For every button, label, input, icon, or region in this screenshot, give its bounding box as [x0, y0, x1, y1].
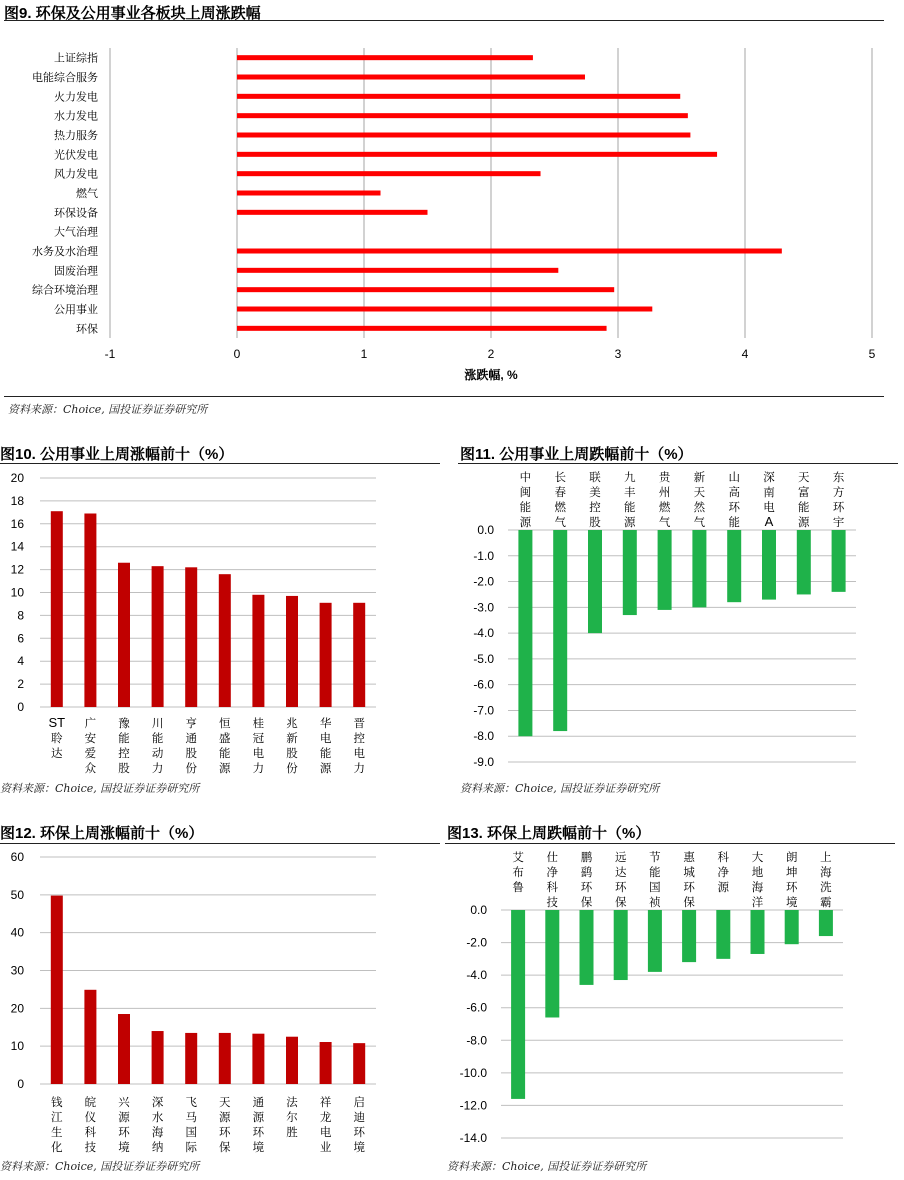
fig12-category-label: 祥龙电业	[319, 1097, 332, 1154]
fig9-category-label: 水务及水治理	[32, 246, 98, 258]
fig12-category-label: 钱江生化	[51, 1097, 63, 1154]
fig10-bar	[51, 511, 63, 707]
fig13-bar	[545, 910, 559, 1017]
fig9-category-label: 火力发电	[54, 91, 98, 104]
fig12-category-label: 法尔胜	[286, 1097, 298, 1139]
fig10-y-tick-label: 18	[10, 493, 24, 508]
fig12-bar	[152, 1031, 164, 1084]
fig10-bar	[118, 563, 130, 707]
fig10-y-tick-label: 8	[17, 608, 24, 623]
fig13-category-label: 大地海洋	[751, 852, 764, 909]
fig12-bar	[286, 1037, 298, 1084]
fig11-bar	[762, 530, 776, 600]
fig13-bar	[819, 910, 833, 936]
fig11-bar	[797, 530, 811, 594]
fig9-category-label: 燃气	[76, 188, 98, 200]
fig10-bar	[185, 567, 197, 707]
fig12-y-tick-label: 40	[10, 925, 24, 940]
fig9-bar	[237, 55, 533, 60]
fig12-category-label: 飞马国际	[185, 1097, 197, 1154]
fig13-y-tick-label: -8.0	[466, 1033, 487, 1048]
fig9-x-axis-label: 涨跌幅, %	[464, 368, 518, 382]
fig12-category-label: 天源环保	[219, 1097, 231, 1154]
fig10-category-label: 豫能控股	[118, 718, 130, 775]
fig9-category-label: 风力发电	[54, 168, 98, 181]
fig10-bar	[353, 603, 365, 707]
fig9-x-tick-label: 5	[868, 347, 876, 361]
fig13-category-label: 鹏鹞环保	[580, 852, 593, 909]
fig9-bar	[237, 75, 585, 80]
fig11-bar	[588, 530, 602, 633]
fig11-y-tick-label: -2.0	[473, 574, 494, 589]
fig11-category-label: 东方环宇	[832, 472, 845, 529]
fig12-y-tick-label: 30	[10, 963, 24, 978]
fig12-bar	[219, 1033, 231, 1084]
fig10-bar	[219, 574, 231, 707]
fig11-y-tick-label: -6.0	[473, 677, 494, 692]
fig11-category-label: 天富能源	[798, 472, 810, 529]
fig9-x-tick-label: 4	[741, 347, 749, 361]
fig10-y-tick-label: 4	[17, 654, 24, 669]
fig12-bar	[353, 1043, 365, 1084]
fig12-y-tick-label: 60	[10, 850, 24, 864]
fig11-y-tick-label: -5.0	[473, 651, 494, 666]
fig9-source-rule	[4, 396, 884, 397]
fig9-source: 资料来源：Choice, 国投证券证券研究所	[8, 403, 208, 416]
fig9-category-label: 环保	[76, 323, 98, 336]
fig13-bar	[716, 910, 730, 959]
fig9-bar	[237, 191, 381, 196]
fig13-y-tick-label: -12.0	[459, 1098, 487, 1113]
fig10-y-tick-label: 14	[10, 539, 24, 554]
fig11-y-tick-label: -3.0	[473, 600, 494, 615]
fig12-bar	[320, 1042, 332, 1084]
fig11-chart	[458, 460, 903, 780]
fig11-category-label: 新天然气	[693, 472, 706, 529]
fig12-y-tick-label: 20	[10, 1001, 24, 1016]
fig11-category-label: 九丰能源	[624, 472, 636, 529]
fig9-title: 图9. 环保及公用事业各板块上周涨跌幅	[4, 5, 261, 22]
fig10-y-tick-label: 20	[10, 471, 24, 485]
fig13-source: 资料来源：Choice, 国投证券证券研究所	[447, 1160, 647, 1173]
fig9-category-label: 固废治理	[54, 265, 98, 278]
fig11-bar	[727, 530, 741, 602]
fig10-bar	[152, 566, 164, 707]
fig9-x-tick-label: 1	[360, 347, 368, 361]
fig9-category-label: 电能综合服务	[32, 72, 98, 84]
fig10-category-label: 川能动力	[151, 718, 164, 775]
fig13-y-tick-label: -4.0	[466, 968, 487, 983]
fig13-category-label: 仕净科技	[546, 852, 559, 909]
fig13-y-tick-label: 0.0	[470, 903, 487, 917]
fig9-bar	[237, 268, 558, 273]
fig12-category-label: 深水海纳	[151, 1097, 164, 1154]
fig9-category-label: 综合环境治理	[32, 284, 98, 297]
fig13-category-label: 朗坤环境	[785, 852, 798, 909]
fig9-bar	[237, 249, 782, 254]
fig13-y-tick-label: -2.0	[466, 935, 487, 950]
fig13-y-tick-label: -14.0	[459, 1131, 487, 1145]
fig13-category-label: 科净源	[717, 852, 730, 894]
fig9-category-label: 热力服务	[54, 130, 98, 142]
fig12-title: 图12. 环保上周涨幅前十（%）	[0, 825, 204, 842]
fig12-y-tick-label: 50	[10, 887, 24, 902]
fig12-y-tick-label: 10	[10, 1039, 24, 1054]
fig11-bar	[518, 530, 532, 736]
fig9-x-tick-label: 3	[614, 347, 622, 361]
fig13-title: 图13. 环保上周跌幅前十（%）	[447, 825, 651, 842]
fig10-y-tick-label: 10	[10, 585, 24, 600]
fig10-bar	[286, 596, 298, 707]
fig11-source: 资料来源：Choice, 国投证券证券研究所	[460, 782, 660, 795]
fig9-bar	[237, 113, 688, 118]
fig13-chart	[445, 840, 900, 1155]
fig9-category-label: 水力发电	[54, 110, 98, 123]
fig12-bar	[51, 896, 63, 1084]
fig9-bar	[237, 171, 541, 176]
fig9-category-label: 上证综指	[54, 52, 98, 65]
fig13-bar	[785, 910, 799, 944]
fig12-chart	[0, 840, 445, 1155]
fig12-category-label: 兴源环境	[118, 1097, 130, 1154]
fig13-y-tick-label: -6.0	[466, 1000, 487, 1015]
fig11-bar	[832, 530, 846, 592]
fig9-bar	[237, 326, 607, 331]
fig13-bar	[751, 910, 765, 954]
fig10-source: 资料来源：Choice, 国投证券证券研究所	[0, 782, 200, 795]
fig11-y-tick-label: -4.0	[473, 626, 494, 641]
fig10-category-label: 兆新股份	[286, 718, 298, 775]
fig13-bar	[580, 910, 594, 985]
fig11-y-tick-label: 0.0	[477, 523, 494, 537]
fig9-bar	[237, 287, 614, 292]
fig13-category-label: 远达环保	[614, 852, 627, 909]
fig12-bar	[118, 1014, 130, 1084]
fig9-x-tick-label: 2	[487, 347, 495, 361]
fig9-category-label: 光伏发电	[54, 149, 98, 162]
fig11-bar	[623, 530, 637, 615]
fig10-category-label: 桂冠电力	[252, 718, 265, 775]
fig10-category-label: 广安爱众	[84, 718, 97, 775]
fig9-bar	[237, 307, 652, 312]
fig10-category-label: 恒盛能源	[219, 718, 231, 775]
fig10-y-tick-label: 2	[17, 677, 24, 692]
fig10-y-tick-label: 12	[10, 562, 24, 577]
fig11-bar	[658, 530, 672, 610]
fig12-bar	[185, 1033, 197, 1084]
fig13-bar	[648, 910, 662, 972]
fig11-category-label: 联美控股	[589, 472, 601, 529]
fig10-title: 图10. 公用事业上周涨幅前十（%）	[0, 446, 234, 463]
fig10-bar	[320, 603, 332, 707]
fig12-source: 资料来源：Choice, 国投证券证券研究所	[0, 1160, 200, 1173]
fig9-bar	[237, 133, 690, 138]
fig10-chart	[0, 460, 445, 780]
fig9-x-tick-label: -1	[104, 347, 116, 361]
fig13-bar	[511, 910, 525, 1099]
fig11-category-label: 山高环能	[728, 472, 740, 529]
fig11-y-tick-label: -9.0	[473, 755, 494, 769]
fig9-bar	[237, 152, 717, 157]
fig13-category-label: 艾布鲁	[512, 852, 524, 894]
fig11-category-label: 长春燃气	[554, 472, 566, 529]
fig10-category-label: 亨通股份	[185, 718, 197, 775]
fig9-category-label: 大气治理	[54, 226, 98, 239]
fig13-y-tick-label: -10.0	[459, 1065, 487, 1080]
fig11-y-tick-label: -7.0	[473, 703, 494, 718]
fig9-x-tick-label: 0	[233, 347, 241, 361]
fig12-category-label: 通源环境	[252, 1097, 265, 1154]
fig13-bar	[682, 910, 696, 962]
fig11-category-label: 贵州燃气	[658, 472, 671, 529]
fig12-bar	[252, 1034, 264, 1084]
fig10-y-tick-label: 16	[10, 516, 24, 531]
fig9-category-label: 公用事业	[54, 304, 98, 316]
fig10-category-label: 华电能源	[319, 718, 332, 775]
fig11-bar	[692, 530, 706, 607]
fig13-category-label: 惠城环保	[683, 852, 695, 909]
fig9-bar	[237, 210, 428, 215]
fig13-category-label: 上海洗霸	[820, 852, 832, 909]
fig10-bar	[84, 513, 96, 707]
fig10-bar	[252, 595, 264, 707]
fig12-category-label: 皖仪科技	[84, 1097, 97, 1154]
fig13-bar	[614, 910, 628, 980]
fig9-chart	[0, 0, 904, 380]
fig9-category-label: 环保设备	[54, 207, 98, 220]
fig13-category-label: 节能国祯	[649, 852, 661, 909]
fig12-bar	[84, 990, 96, 1084]
fig11-title: 图11. 公用事业上周跌幅前十（%）	[460, 446, 693, 463]
fig11-y-tick-label: -8.0	[473, 729, 494, 744]
fig10-y-tick-label: 6	[17, 631, 24, 646]
fig11-y-tick-label: -1.0	[473, 548, 494, 563]
fig10-category-label: 晋控电力	[353, 718, 365, 775]
fig11-category-label: 中闽能源	[519, 472, 532, 529]
fig12-category-label: 启迪环境	[353, 1097, 365, 1154]
fig12-y-tick-label: 0	[17, 1077, 24, 1091]
fig11-bar	[553, 530, 567, 731]
fig10-y-tick-label: 0	[17, 700, 24, 714]
fig11-category-label: 深南电 A	[763, 472, 775, 529]
fig9-bar	[237, 94, 680, 99]
fig10-category-label: ST 聆达	[48, 715, 66, 760]
